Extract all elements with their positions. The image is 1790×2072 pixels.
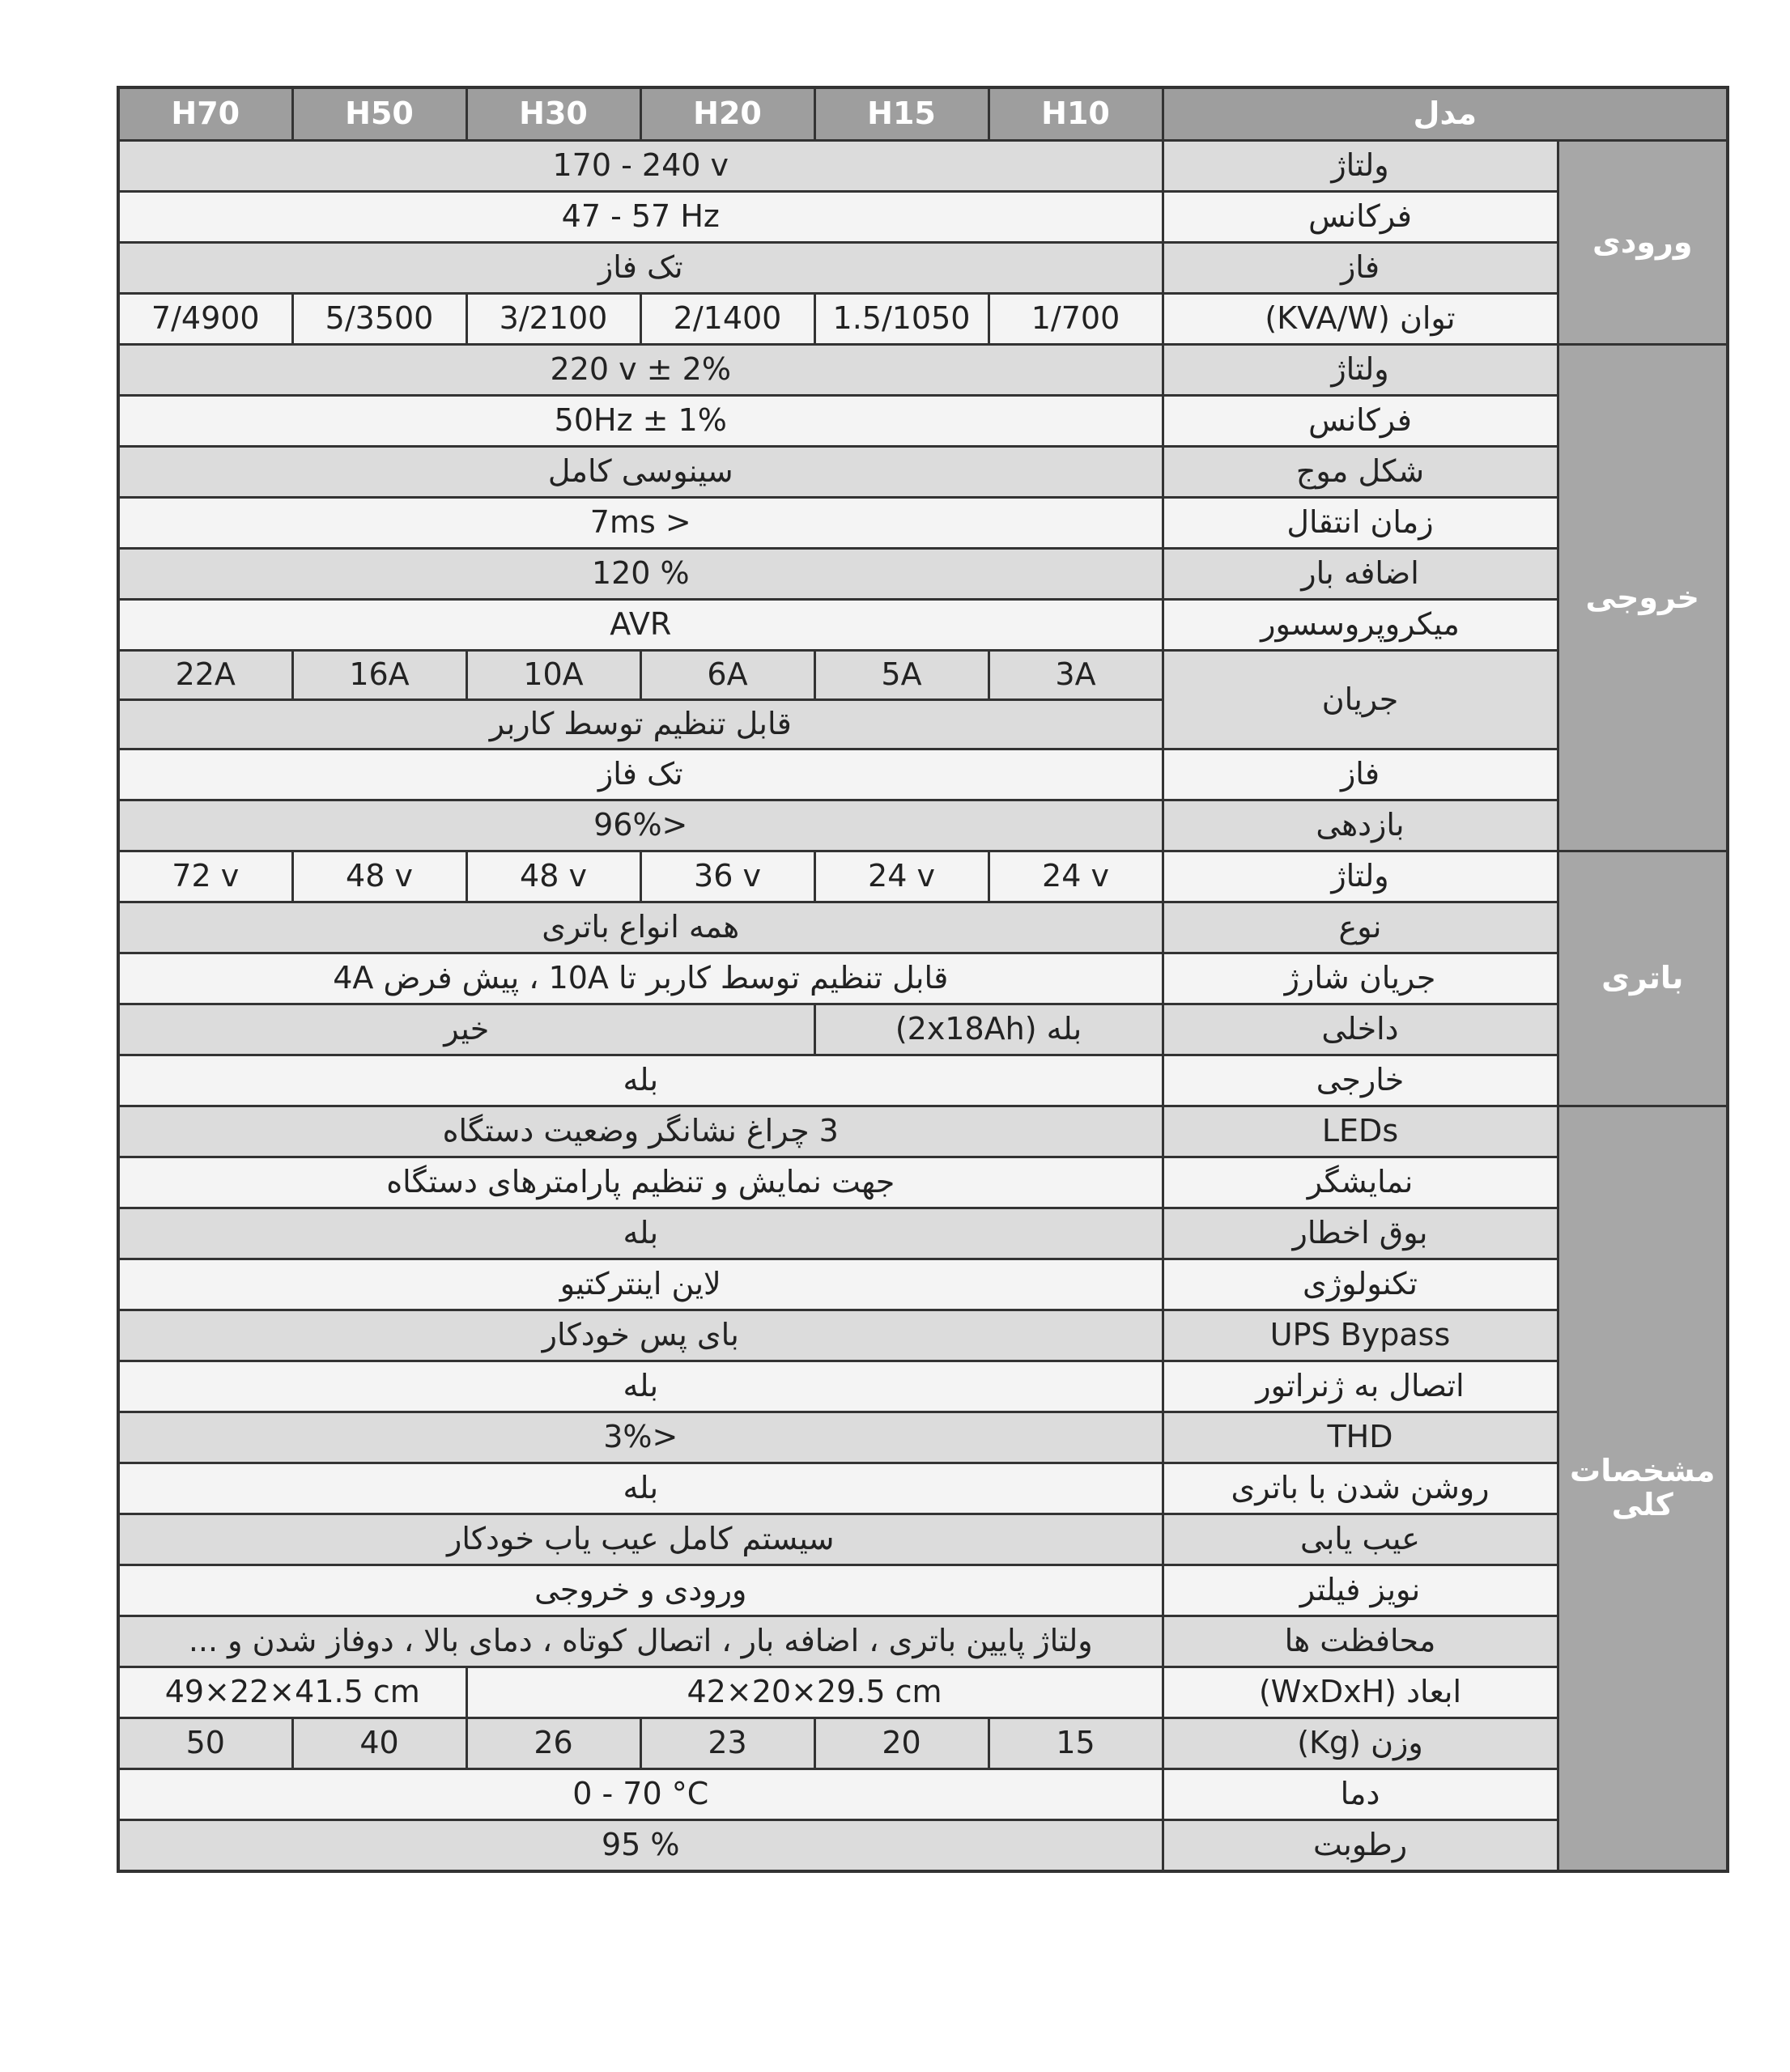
general-bypass-row (118, 1310, 1728, 1361)
output-transfer-row (118, 498, 1728, 549)
output-overload-row (118, 549, 1728, 600)
weight-h50: 40 (292, 1718, 466, 1769)
battery-charge-row (118, 953, 1728, 1004)
output-phase-label: فاز (1163, 749, 1558, 800)
general-noisefilter-value: ورودی و خروجی (118, 1565, 1163, 1616)
general-alarm-value: بله (118, 1208, 1163, 1259)
input-frequency-label: فرکانس (1163, 192, 1558, 243)
battery-external-label: خارجی (1163, 1055, 1558, 1106)
battery-voltage-h30: 48 v (466, 851, 640, 902)
model-h15: H15 (814, 87, 989, 141)
input-phase-value: تک فاز (118, 243, 1163, 294)
output-phase-row (118, 749, 1728, 800)
input-phase-row (118, 243, 1728, 294)
battery-external-value: بله (118, 1055, 1163, 1106)
general-bypass-label: UPS Bypass (1163, 1310, 1558, 1361)
general-thd-value: 3%> (118, 1412, 1163, 1463)
current-h20: 6A (640, 651, 814, 700)
battery-charge-label: جریان شارژ (1163, 953, 1558, 1004)
battery-voltage-row (118, 851, 1728, 902)
general-humidity-label: رطوبت (1163, 1820, 1558, 1872)
general-technology-label: تکنولوژی (1163, 1259, 1558, 1310)
weight-h30: 26 (466, 1718, 640, 1769)
input-power-row (118, 294, 1728, 345)
output-current-note: قابل تنظیم توسط کاربر (118, 700, 1163, 749)
general-weight-row (118, 1718, 1728, 1769)
general-technology-row (118, 1259, 1728, 1310)
battery-internal-small: بله (2x18Ah) (814, 1004, 1163, 1055)
general-coldstart-value: بله (118, 1463, 1163, 1514)
general-diagnostics-value: سیستم کامل عیب یاب خودکار (118, 1514, 1163, 1565)
output-voltage-label: ولتاژ (1163, 345, 1558, 396)
group-battery: باتری (1558, 851, 1728, 1106)
output-efficiency-label: بازدهی (1163, 800, 1558, 851)
current-h15: 5A (814, 651, 989, 700)
output-microprocessor-value: AVR (118, 600, 1163, 651)
output-microprocessor-label: میکروپروسسور (1163, 600, 1558, 651)
battery-voltage-label: ولتاژ (1163, 851, 1558, 902)
output-overload-label: اضافه بار (1163, 549, 1558, 600)
general-leds-row (118, 1106, 1728, 1157)
general-protections-value: ولتاژ پایین باتری ، اضافه بار ، اتصال کوتاه ، دمای بالا ، دوفاز شدن و ... (118, 1616, 1163, 1667)
general-thd-label: THD (1163, 1412, 1558, 1463)
output-current-label: جریان (1163, 651, 1558, 749)
general-noisefilter-row (118, 1565, 1728, 1616)
input-frequency-value: 47 - 57 Hz (118, 192, 1163, 243)
output-transfer-value: 7ms > (118, 498, 1163, 549)
general-dimensions-large: 49×22×41.5 cm (118, 1667, 466, 1718)
power-h30: 3/2100 (466, 294, 640, 345)
general-diagnostics-row (118, 1514, 1728, 1565)
output-overload-value: 120 % (118, 549, 1163, 600)
battery-voltage-h50: 48 v (292, 851, 466, 902)
general-generator-value: بله (118, 1361, 1163, 1412)
power-h10: 1/700 (989, 294, 1163, 345)
output-transfer-label: زمان انتقال (1163, 498, 1558, 549)
group-input: ورودی (1558, 141, 1728, 345)
general-display-value: جهت نمایش و تنظیم پارامترهای دستگاه (118, 1157, 1163, 1208)
general-generator-row (118, 1361, 1728, 1412)
general-dimensions-small: 42×20×29.5 cm (466, 1667, 1163, 1718)
general-thd-row (118, 1412, 1728, 1463)
model-h50: H50 (292, 87, 466, 141)
general-coldstart-label: روشن شدن با باتری (1163, 1463, 1558, 1514)
input-voltage-value: 170 - 240 v (118, 141, 1163, 192)
header-row (118, 87, 1728, 141)
general-temperature-row (118, 1769, 1728, 1820)
model-h20: H20 (640, 87, 814, 141)
general-coldstart-row (118, 1463, 1728, 1514)
input-voltage-label: ولتاژ (1163, 141, 1558, 192)
battery-voltage-h15: 24 v (814, 851, 989, 902)
group-general: مشخصات کلی (1558, 1106, 1728, 1872)
battery-internal-row (118, 1004, 1728, 1055)
output-current-row (118, 651, 1728, 700)
input-frequency-row (118, 192, 1728, 243)
input-power-label: توان (KVA/W) (1163, 294, 1558, 345)
output-waveform-row (118, 447, 1728, 498)
model-label: مدل (1163, 87, 1728, 141)
output-voltage-row (118, 345, 1728, 396)
weight-h70: 50 (118, 1718, 292, 1769)
battery-charge-value: قابل تنظیم توسط کاربر تا 10A ، پیش فرض 4A (118, 953, 1163, 1004)
battery-type-label: نوع (1163, 902, 1558, 953)
output-waveform-label: شکل موج (1163, 447, 1558, 498)
output-microprocessor-row (118, 600, 1728, 651)
general-temperature-value: 0 - 70 °C (118, 1769, 1163, 1820)
current-h50: 16A (292, 651, 466, 700)
general-generator-label: اتصال به ژنراتور (1163, 1361, 1558, 1412)
power-h20: 2/1400 (640, 294, 814, 345)
weight-h10: 15 (989, 1718, 1163, 1769)
general-alarm-row (118, 1208, 1728, 1259)
current-h30: 10A (466, 651, 640, 700)
general-display-label: نمایشگر (1163, 1157, 1558, 1208)
input-voltage-row (118, 141, 1728, 192)
general-weight-label: وزن (Kg) (1163, 1718, 1558, 1769)
general-technology-value: لاین اینترکتیو (118, 1259, 1163, 1310)
general-alarm-label: بوق اخطار (1163, 1208, 1558, 1259)
battery-type-row (118, 902, 1728, 953)
model-h10: H10 (989, 87, 1163, 141)
spec-table (117, 86, 1729, 1873)
battery-internal-large: خیر (118, 1004, 814, 1055)
power-h15: 1.5/1050 (814, 294, 989, 345)
current-h70: 22A (118, 651, 292, 700)
general-leds-value: 3 چراغ نشانگر وضعیت دستگاه (118, 1106, 1163, 1157)
battery-voltage-h10: 24 v (989, 851, 1163, 902)
battery-type-value: همه انواع باتری (118, 902, 1163, 953)
battery-external-row (118, 1055, 1728, 1106)
output-frequency-row (118, 396, 1728, 447)
weight-h15: 20 (814, 1718, 989, 1769)
output-phase-value: تک فاز (118, 749, 1163, 800)
group-output: خروجی (1558, 345, 1728, 851)
battery-voltage-h20: 36 v (640, 851, 814, 902)
output-waveform-value: سینوسی کامل (118, 447, 1163, 498)
current-h10: 3A (989, 651, 1163, 700)
power-h70: 7/4900 (118, 294, 292, 345)
general-diagnostics-label: عیب یابی (1163, 1514, 1558, 1565)
general-leds-label: LEDs (1163, 1106, 1558, 1157)
general-humidity-row (118, 1820, 1728, 1872)
weight-h20: 23 (640, 1718, 814, 1769)
output-efficiency-row (118, 800, 1728, 851)
output-efficiency-value: 96%> (118, 800, 1163, 851)
general-dimensions-row (118, 1667, 1728, 1718)
general-noisefilter-label: نویز فیلتر (1163, 1565, 1558, 1616)
battery-voltage-h70: 72 v (118, 851, 292, 902)
model-h70: H70 (118, 87, 292, 141)
input-phase-label: فاز (1163, 243, 1558, 294)
general-humidity-value: 95 % (118, 1820, 1163, 1872)
output-frequency-label: فرکانس (1163, 396, 1558, 447)
general-dimensions-label: ابعاد (WxDxH) (1163, 1667, 1558, 1718)
output-voltage-value: 220 v ± 2% (118, 345, 1163, 396)
model-h30: H30 (466, 87, 640, 141)
general-display-row (118, 1157, 1728, 1208)
general-bypass-value: بای پس خودکار (118, 1310, 1163, 1361)
power-h50: 5/3500 (292, 294, 466, 345)
general-protections-label: محافظت ها (1163, 1616, 1558, 1667)
general-temperature-label: دما (1163, 1769, 1558, 1820)
general-protections-row (118, 1616, 1728, 1667)
output-frequency-value: 50Hz ± 1% (118, 396, 1163, 447)
battery-internal-label: داخلی (1163, 1004, 1558, 1055)
